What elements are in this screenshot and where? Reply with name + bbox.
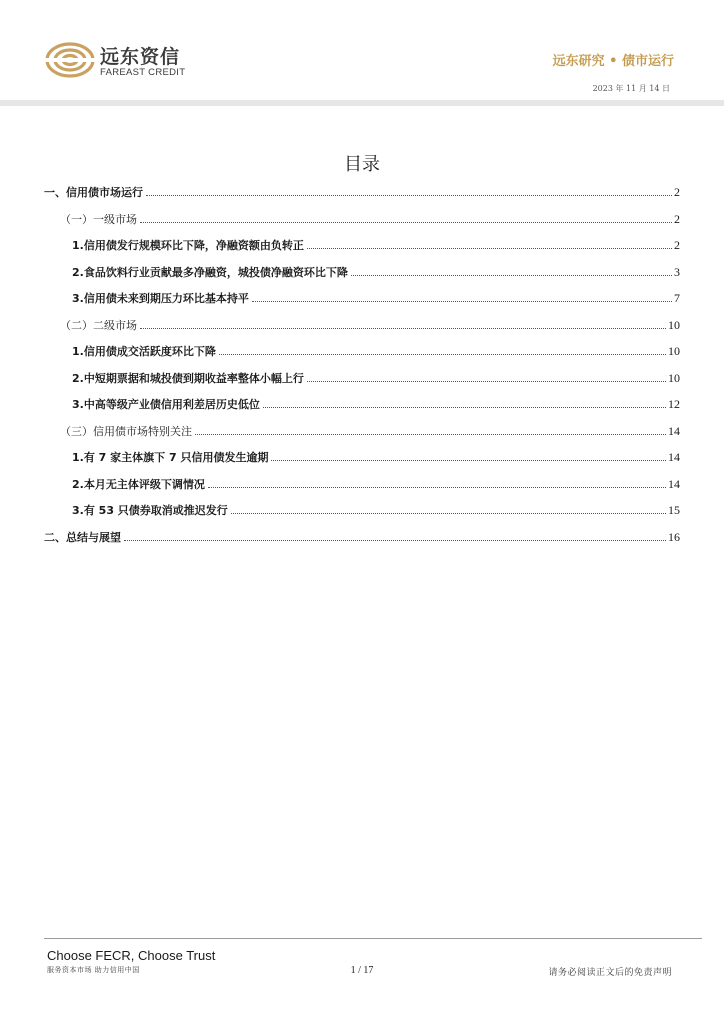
- toc-entry-label: 3.信用债未来到期压力环比基本持平: [72, 292, 249, 305]
- toc-leader-dots: [252, 300, 672, 302]
- toc-entry-page: 15: [668, 503, 680, 517]
- report-series-label: 远东研究 • 债市运行: [552, 54, 674, 69]
- toc-leader-dots: [140, 221, 672, 223]
- toc-entry-item-1-1-2[interactable]: [72, 264, 680, 281]
- toc-entry-item-1-1-3[interactable]: [72, 290, 680, 307]
- fareast-credit-logo-icon: [44, 40, 96, 80]
- toc-entry-page: 14: [668, 450, 680, 464]
- toc-entry-page: 10: [668, 371, 680, 385]
- toc-entry-section-1[interactable]: [44, 184, 680, 201]
- brand-name-cn: 远东资信: [100, 46, 181, 68]
- toc-entry-page: 2: [674, 185, 680, 199]
- toc-entry-label: （一）一级市场: [60, 213, 137, 226]
- toc-entry-item-1-2-1[interactable]: [72, 343, 680, 360]
- toc-entry-item-1-3-1[interactable]: [72, 449, 680, 466]
- toc-leader-dots: [219, 353, 666, 355]
- toc-entry-page: 10: [668, 318, 680, 332]
- toc-entry-page: 10: [668, 344, 680, 358]
- toc-entry-label: 1.信用债成交活跃度环比下降: [72, 345, 216, 358]
- toc-entry-item-1-3-3[interactable]: [72, 502, 680, 519]
- toc-entry-page: 2: [674, 212, 680, 226]
- toc-entry-label: （二）二级市场: [60, 319, 137, 332]
- toc-leader-dots: [271, 459, 666, 461]
- toc-leader-dots: [263, 406, 666, 408]
- toc-leader-dots: [231, 512, 666, 514]
- toc-entry-label: （三）信用债市场特别关注: [60, 425, 192, 438]
- toc-leader-dots: [195, 433, 666, 435]
- toc-entry-label: 一、信用债市场运行: [44, 186, 143, 199]
- toc-leader-dots: [351, 274, 672, 276]
- toc-entry-label: 2.中短期票据和城投债到期收益率整体小幅上行: [72, 372, 304, 385]
- toc-entry-page: 12: [668, 397, 680, 411]
- toc-entry-item-1-1-1[interactable]: [72, 237, 680, 254]
- toc-entry-subsection-1-1[interactable]: [60, 211, 680, 228]
- header-divider-band: [0, 100, 724, 106]
- toc-entry-page: 14: [668, 477, 680, 491]
- page-number: 1 / 17: [350, 965, 374, 976]
- toc-entry-label: 2.本月无主体评级下调情况: [72, 478, 205, 491]
- toc-leader-dots: [208, 486, 666, 488]
- toc-entry-label: 3.中高等级产业债信用利差居历史低位: [72, 398, 260, 411]
- toc-entry-subsection-1-3[interactable]: [60, 423, 680, 440]
- toc-entry-item-1-3-2[interactable]: [72, 476, 680, 493]
- toc-entry-label: 2.食品饮料行业贡献最多净融资，城投债净融资环比下降: [72, 266, 348, 279]
- toc-leader-dots: [307, 247, 672, 249]
- footer-sub-slogan: 服务资本市场 助力信用中国: [47, 966, 140, 974]
- toc-entry-page: 16: [668, 530, 680, 544]
- toc-entry-page: 14: [668, 424, 680, 438]
- report-date: 2023 年 11 月 14 日: [592, 84, 670, 93]
- toc-entry-page: 3: [674, 265, 680, 279]
- toc-entry-section-2[interactable]: [44, 529, 680, 546]
- toc-leader-dots: [307, 380, 666, 382]
- toc-leader-dots: [124, 539, 666, 541]
- toc-entry-label: 3.有 53 只债券取消或推迟发行: [72, 504, 228, 517]
- toc-entry-item-1-2-3[interactable]: [72, 396, 680, 413]
- brand-name-en: FAREAST CREDIT: [100, 67, 186, 78]
- toc-entry-page: 2: [674, 238, 680, 252]
- toc-entry-label: 二、总结与展望: [44, 531, 121, 544]
- toc-leader-dots: [146, 194, 672, 196]
- footer-disclaimer: 请务必阅读正文后的免责声明: [548, 968, 672, 978]
- toc-leader-dots: [140, 327, 666, 329]
- page-header: [0, 0, 724, 108]
- toc-entry-item-1-2-2[interactable]: [72, 370, 680, 387]
- toc-entry-label: 1.有 7 家主体旗下 7 只信用债发生逾期: [72, 451, 269, 464]
- toc-entry-label: 1.信用债发行规模环比下降，净融资额由负转正: [72, 239, 304, 252]
- toc-entry-subsection-1-2[interactable]: [60, 317, 680, 334]
- toc-entry-page: 7: [674, 291, 680, 305]
- footer-divider: [44, 938, 702, 939]
- footer-slogan: Choose FECR, Choose Trust: [47, 948, 216, 963]
- toc-title: 目录: [344, 154, 380, 175]
